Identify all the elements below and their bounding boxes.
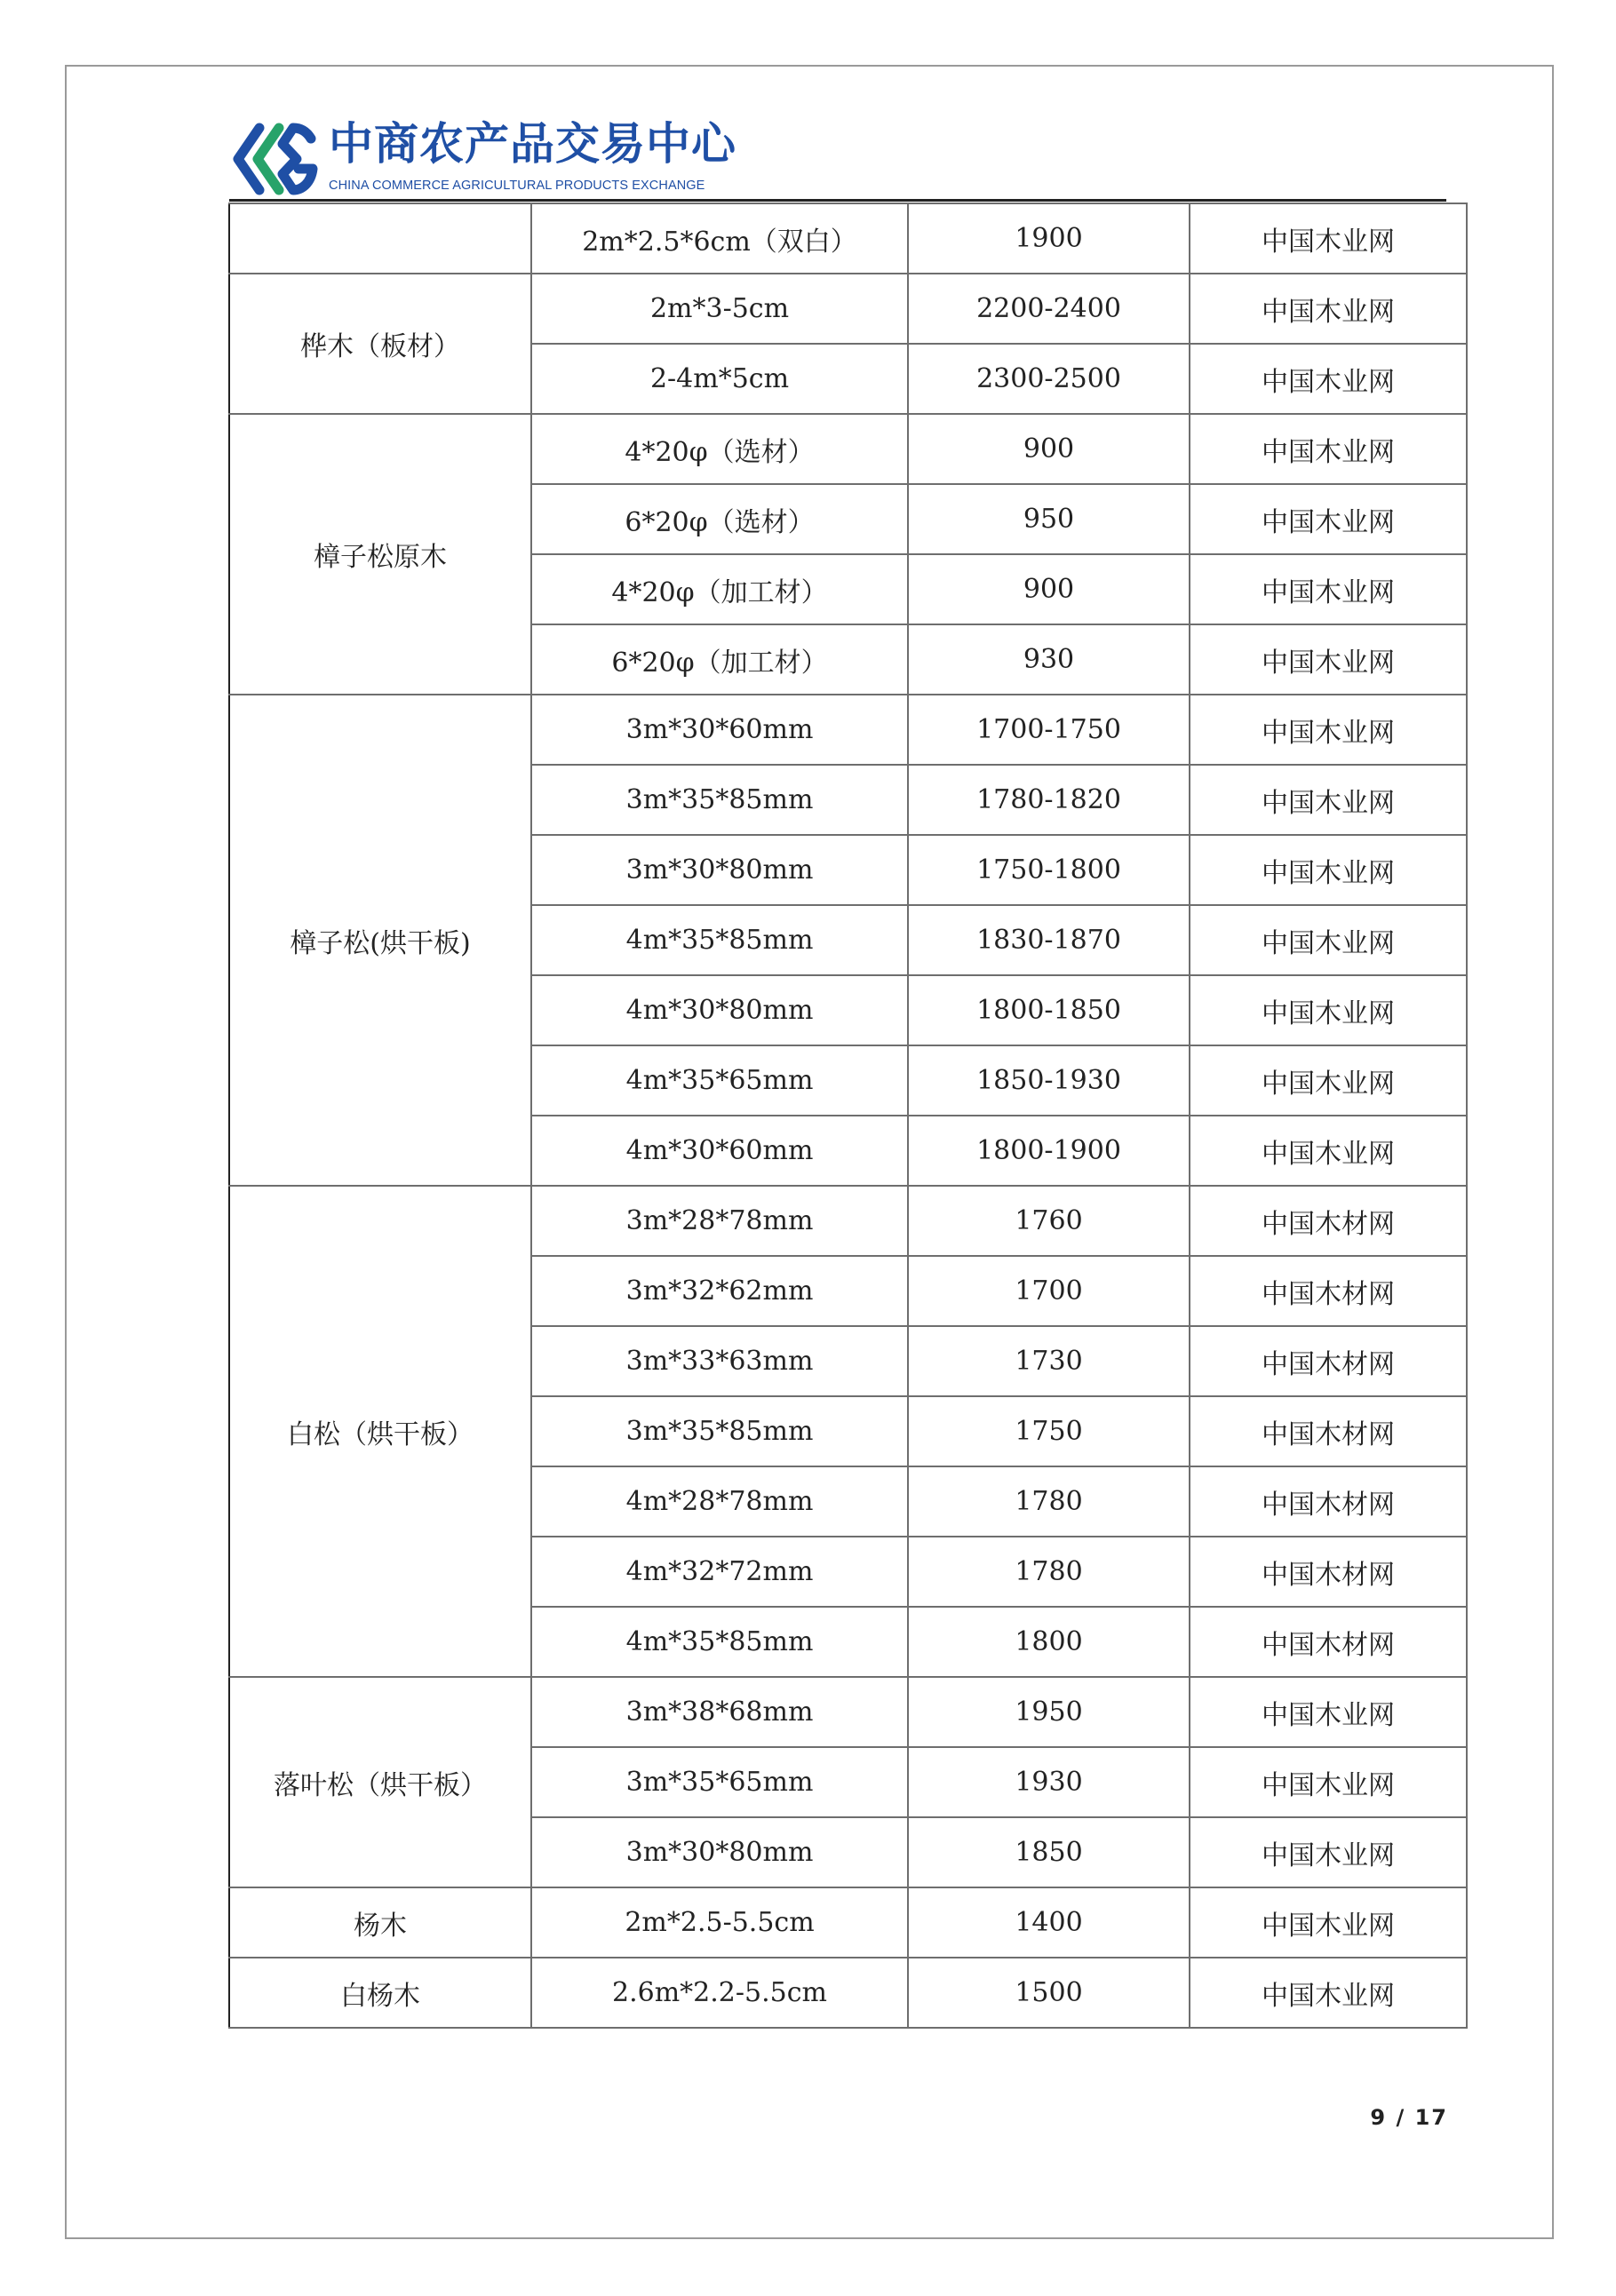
source-cell: 中国木材网: [1190, 1186, 1467, 1256]
source-cell: 中国木业网: [1190, 1958, 1467, 2028]
source-cell: 中国木材网: [1190, 1396, 1467, 1466]
source-cell: 中国木材网: [1190, 1607, 1467, 1677]
variety-cell: 樟子松(烘干板): [229, 695, 531, 1186]
spec-cell: 3m*38*68mm: [531, 1677, 908, 1747]
table-row: [229, 414, 1467, 484]
source-cell: 中国木业网: [1190, 274, 1467, 344]
source-cell: 中国木业网: [1190, 624, 1467, 695]
source-cell: 中国木业网: [1190, 1747, 1467, 1817]
variety-cell: 樟子松原木: [229, 414, 531, 695]
price-cell: 1750: [908, 1396, 1190, 1466]
price-cell: 1780: [908, 1466, 1190, 1537]
price-cell: 1850-1930: [908, 1045, 1190, 1116]
source-cell: 中国木业网: [1190, 1887, 1467, 1958]
logo-title-cn: 中商农产品交易中心: [329, 118, 736, 170]
source-cell: 中国木业网: [1190, 905, 1467, 975]
variety-cell: 桦木（板材）: [229, 274, 531, 414]
logo-title-en: CHINA COMMERCE AGRICULTURAL PRODUCTS EXCHANGE: [329, 179, 705, 193]
source-cell: 中国木业网: [1190, 695, 1467, 765]
price-cell: 1950: [908, 1677, 1190, 1747]
variety-cell: 杨木: [229, 1887, 531, 1958]
table-row: [229, 695, 1467, 765]
source-cell: 中国木业网: [1190, 203, 1467, 274]
price-cell: 1700: [908, 1256, 1190, 1326]
price-cell: 1830-1870: [908, 905, 1190, 975]
price-cell: 2200-2400: [908, 274, 1190, 344]
page-header: [229, 112, 1446, 201]
price-cell: 2300-2500: [908, 344, 1190, 414]
page-number: 9 / 17: [1370, 2105, 1448, 2130]
source-cell: 中国木业网: [1190, 1116, 1467, 1186]
price-cell: 1800: [908, 1607, 1190, 1677]
spec-cell: 3m*28*78mm: [531, 1186, 908, 1256]
spec-cell: 4m*30*60mm: [531, 1116, 908, 1186]
price-cell: 1930: [908, 1747, 1190, 1817]
price-cell: 930: [908, 624, 1190, 695]
table-row: [229, 1887, 1467, 1958]
variety-cell: 白松（烘干板）: [229, 1186, 531, 1677]
price-cell: 1850: [908, 1817, 1190, 1887]
spec-cell: 4*20φ（选材）: [531, 414, 908, 484]
spec-cell: 3m*32*62mm: [531, 1256, 908, 1326]
spec-cell: 2m*2.5-5.5cm: [531, 1887, 908, 1958]
spec-cell: 4m*32*72mm: [531, 1537, 908, 1607]
spec-cell: 3m*33*63mm: [531, 1326, 908, 1396]
price-cell: 1400: [908, 1887, 1190, 1958]
table-row: [229, 1186, 1467, 1256]
price-table-body: [229, 203, 1467, 2028]
price-cell: 1760: [908, 1186, 1190, 1256]
spec-cell: 4m*35*65mm: [531, 1045, 908, 1116]
source-cell: 中国木业网: [1190, 1045, 1467, 1116]
spec-cell: 3m*30*80mm: [531, 1817, 908, 1887]
spec-cell: 2.6m*2.2-5.5cm: [531, 1958, 908, 2028]
source-cell: 中国木业网: [1190, 835, 1467, 905]
price-cell: 1730: [908, 1326, 1190, 1396]
spec-cell: 3m*30*60mm: [531, 695, 908, 765]
variety-cell: 白杨木: [229, 1958, 531, 2028]
spec-cell: 4m*28*78mm: [531, 1466, 908, 1537]
spec-cell: 3m*35*65mm: [531, 1747, 908, 1817]
spec-cell: 4m*35*85mm: [531, 1607, 908, 1677]
price-cell: 1780-1820: [908, 765, 1190, 835]
source-cell: 中国木业网: [1190, 554, 1467, 624]
price-table: [228, 203, 1468, 2029]
source-cell: 中国木业网: [1190, 344, 1467, 414]
table-row: [229, 274, 1467, 344]
price-cell: 900: [908, 414, 1190, 484]
variety-cell: [229, 203, 531, 274]
price-cell: 950: [908, 484, 1190, 554]
source-cell: 中国木业网: [1190, 414, 1467, 484]
variety-cell: 落叶松（烘干板）: [229, 1677, 531, 1887]
price-cell: 1700-1750: [908, 695, 1190, 765]
header-rule: [229, 199, 1446, 202]
spec-cell: 2-4m*5cm: [531, 344, 908, 414]
source-cell: 中国木材网: [1190, 1326, 1467, 1396]
spec-cell: 6*20φ（加工材）: [531, 624, 908, 695]
spec-cell: 3m*35*85mm: [531, 765, 908, 835]
spec-cell: 3m*35*85mm: [531, 1396, 908, 1466]
source-cell: 中国木业网: [1190, 1677, 1467, 1747]
spec-cell: 4m*35*85mm: [531, 905, 908, 975]
table-row: [229, 1677, 1467, 1747]
source-cell: 中国木材网: [1190, 1537, 1467, 1607]
spec-cell: 4*20φ（加工材）: [531, 554, 908, 624]
source-cell: 中国木业网: [1190, 975, 1467, 1045]
source-cell: 中国木材网: [1190, 1256, 1467, 1326]
spec-cell: 6*20φ（选材）: [531, 484, 908, 554]
cca-logo-icon: [229, 119, 318, 199]
source-cell: 中国木业网: [1190, 765, 1467, 835]
source-cell: 中国木材网: [1190, 1466, 1467, 1537]
source-cell: 中国木业网: [1190, 1817, 1467, 1887]
price-cell: 1500: [908, 1958, 1190, 2028]
table-row: [229, 203, 1467, 274]
spec-cell: 2m*3-5cm: [531, 274, 908, 344]
spec-cell: 3m*30*80mm: [531, 835, 908, 905]
table-row: [229, 1958, 1467, 2028]
price-cell: 1800-1850: [908, 975, 1190, 1045]
price-cell: 1800-1900: [908, 1116, 1190, 1186]
spec-cell: 2m*2.5*6cm（双白）: [531, 203, 908, 274]
source-cell: 中国木业网: [1190, 484, 1467, 554]
spec-cell: 4m*30*80mm: [531, 975, 908, 1045]
price-cell: 1900: [908, 203, 1190, 274]
price-cell: 1750-1800: [908, 835, 1190, 905]
price-cell: 900: [908, 554, 1190, 624]
price-cell: 1780: [908, 1537, 1190, 1607]
